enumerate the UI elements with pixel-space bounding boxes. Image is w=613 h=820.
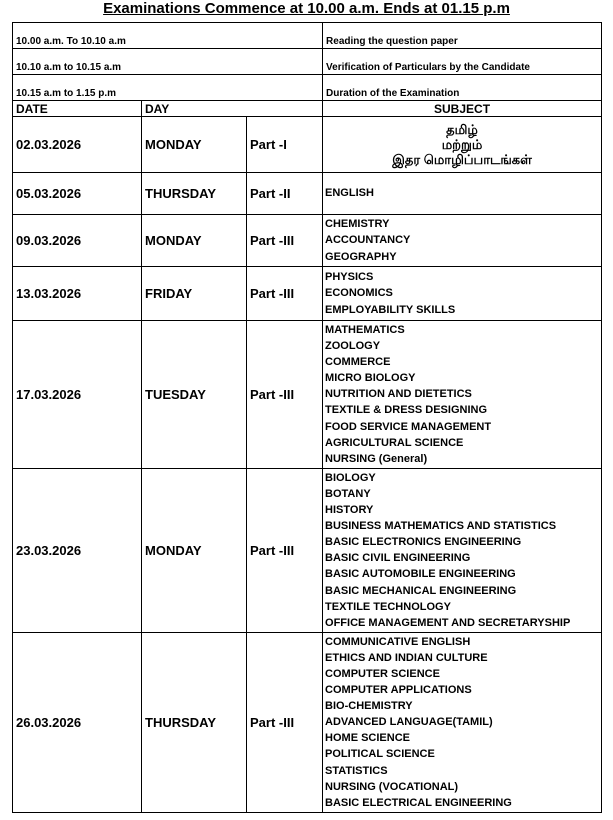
exam-date: 02.03.2026 — [13, 117, 142, 173]
exam-row — [13, 321, 602, 469]
subject-item: TEXTILE TECHNOLOGY — [325, 600, 451, 613]
header-day: DAY — [142, 101, 323, 117]
subject-item: ECONOMICS — [325, 287, 393, 300]
subject-item: BIO-CHEMISTRY — [325, 700, 413, 713]
subject-item: HOME SCIENCE — [325, 732, 410, 745]
exam-day: TUESDAY — [142, 321, 247, 469]
exam-subjects — [323, 117, 602, 173]
subject-item: BASIC MECHANICAL ENGINEERING — [325, 584, 517, 597]
exam-row — [13, 215, 602, 267]
exam-part: Part -III — [247, 215, 323, 267]
timing-activity: Verification of Particulars by the Candidate — [323, 49, 602, 75]
subject-item: STATISTICS — [325, 764, 388, 777]
subject-item: FOOD SERVICE MANAGEMENT — [325, 420, 492, 433]
subject-item: POLITICAL SCIENCE — [325, 748, 435, 761]
exam-day: MONDAY — [142, 117, 247, 173]
subject-item: ETHICS AND INDIAN CULTURE — [325, 651, 488, 664]
subject-item: BOTANY — [325, 487, 371, 500]
exam-date: 26.03.2026 — [13, 632, 142, 812]
subject-item: தமிழ் — [446, 122, 478, 137]
exam-day: FRIDAY — [142, 267, 247, 321]
subject-item: ENGLISH — [325, 187, 374, 200]
timing-activity: Reading the question paper — [323, 23, 602, 49]
timing-activity: Duration of the Examination — [323, 75, 602, 101]
exam-date: 05.03.2026 — [13, 173, 142, 215]
exam-row — [13, 173, 602, 215]
subject-item: NURSING (General) — [325, 452, 428, 465]
subject-item: PHYSICS — [325, 271, 374, 284]
header-date: DATE — [13, 101, 142, 117]
subject-item: COMMERCE — [325, 356, 391, 369]
exam-rows — [13, 117, 602, 813]
header-subject: SUBJECT — [323, 101, 602, 117]
timing-row — [13, 49, 602, 75]
table-header-row — [13, 101, 602, 117]
subject-item: AGRICULTURAL SCIENCE — [325, 436, 464, 449]
exam-row — [13, 468, 602, 632]
subject-item: COMPUTER APPLICATIONS — [325, 684, 472, 697]
subject-item: ACCOUNTANCY — [325, 234, 411, 247]
subject-item: HISTORY — [325, 504, 374, 517]
exam-day: THURSDAY — [142, 632, 247, 812]
subject-item: NURSING (VOCATIONAL) — [325, 780, 459, 793]
timing-time: 10.00 a.m. To 10.10 a.m — [13, 23, 323, 49]
exam-subjects — [323, 267, 602, 321]
exam-subjects — [323, 173, 602, 215]
exam-subjects — [323, 321, 602, 469]
exam-date: 09.03.2026 — [13, 215, 142, 267]
exam-day: MONDAY — [142, 215, 247, 267]
subject-item: MICRO BIOLOGY — [325, 372, 416, 385]
subject-item: BASIC ELECTRICAL ENGINEERING — [325, 796, 512, 809]
subject-item: மற்றும் — [441, 137, 483, 152]
subject-item: இதர மொழிப்பாடங்கள் — [392, 152, 532, 167]
exam-date: 13.03.2026 — [13, 267, 142, 321]
exam-subjects — [323, 632, 602, 812]
exam-part: Part -I — [247, 117, 323, 173]
exam-row — [13, 632, 602, 812]
exam-subjects — [323, 468, 602, 632]
timing-time: 10.10 a.m to 10.15 a.m — [13, 49, 323, 75]
subject-item: GEOGRAPHY — [325, 250, 397, 263]
subject-item: BASIC ELECTRONICS ENGINEERING — [325, 536, 522, 549]
exam-date: 23.03.2026 — [13, 468, 142, 632]
timing-row — [13, 75, 602, 101]
timing-row — [13, 23, 602, 49]
exam-date: 17.03.2026 — [13, 321, 142, 469]
subject-item: MATHEMATICS — [325, 324, 405, 336]
subject-item: BUSINESS MATHEMATICS AND STATISTICS — [325, 520, 557, 533]
exam-day: THURSDAY — [142, 173, 247, 215]
exam-part: Part -II — [247, 173, 323, 215]
subject-item: BASIC CIVIL ENGINEERING — [325, 552, 471, 565]
subject-item: BIOLOGY — [325, 471, 376, 484]
exam-row — [13, 117, 602, 173]
page-title: Examinations Commence at 10.00 a.m. Ends at 01.15 p.m — [103, 0, 510, 17]
subject-item: OFFICE MANAGEMENT AND SECRETARYSHIP — [325, 616, 571, 629]
subject-item: ADVANCED LANGUAGE(TAMIL) — [325, 716, 493, 729]
exam-row — [13, 267, 602, 321]
subject-item: COMPUTER SCIENCE — [325, 667, 440, 680]
timetable — [12, 22, 602, 813]
exam-day: MONDAY — [142, 468, 247, 632]
subject-item: ZOOLOGY — [325, 340, 381, 353]
exam-part: Part -III — [247, 632, 323, 812]
subject-item: TEXTILE & DRESS DESIGNING — [325, 404, 487, 417]
subject-item: COMMUNICATIVE ENGLISH — [325, 635, 471, 648]
timing-time: 10.15 a.m to 1.15 p.m — [13, 75, 323, 101]
exam-part: Part -III — [247, 267, 323, 321]
subject-item: BASIC AUTOMOBILE ENGINEERING — [325, 568, 516, 581]
exam-part: Part -III — [247, 321, 323, 469]
subject-item: NUTRITION AND DIETETICS — [325, 388, 472, 401]
subject-item: EMPLOYABILITY SKILLS — [325, 303, 456, 316]
subject-item: CHEMISTRY — [325, 218, 390, 231]
exam-part: Part -III — [247, 468, 323, 632]
exam-subjects — [323, 215, 602, 267]
